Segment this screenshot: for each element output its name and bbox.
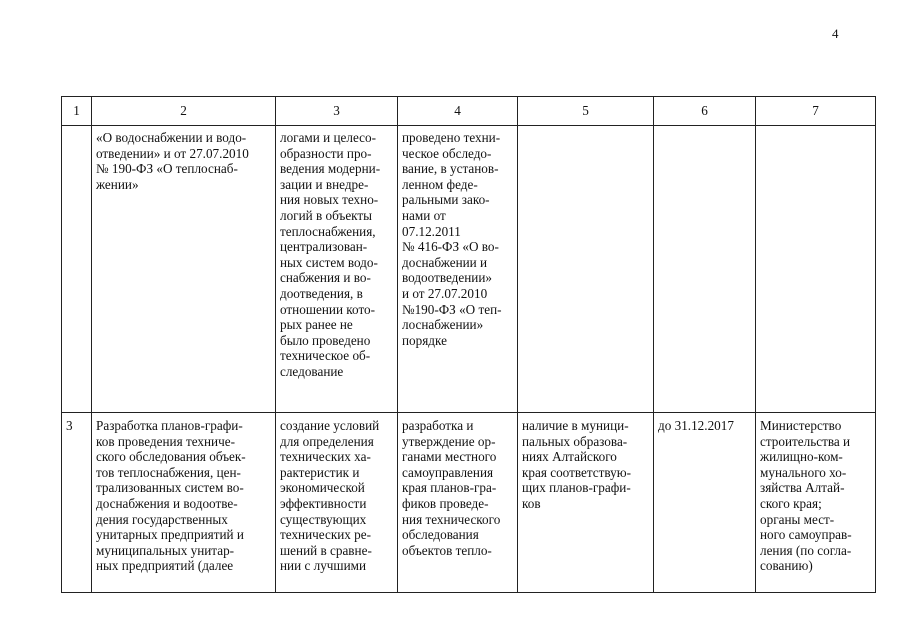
- table-cell: Разработка планов-графи- ков проведения техниче- ского обследования объек- тов теплоснабжения, цен- трализованных систем во- доснабжения и водоотве- дения государственных унитарных предприятий и муниципальных унитар- ных предприятий (далее: [92, 413, 276, 593]
- table-cell: Министерство строительства и жилищно-ком- мунального хо- зяйства Алтай- ского края; органы мест- ного самоуправ- ления (по согла- сованию): [756, 413, 876, 593]
- table-cell: создание условий для определения технических ха- рактеристик и экономической эффективности существующих технических ре- шений в сравне- нии с лучшими: [276, 413, 398, 593]
- table-cell: [518, 126, 654, 413]
- table-cell: [756, 126, 876, 413]
- column-header: 4: [398, 97, 518, 126]
- table-cell: «О водоснабжении и водо- отведении» и от 27.07.2010 № 190-ФЗ «О теплоснаб- жении»: [92, 126, 276, 413]
- table-cell: разработка и утверждение ор- ганами местного самоуправления края планов-гра- фиков проведе- ния технического обследования объектов тепло-: [398, 413, 518, 593]
- row-number: [62, 126, 92, 413]
- table-row: [62, 126, 876, 413]
- row-number: 3: [62, 413, 92, 593]
- column-header: 2: [92, 97, 276, 126]
- column-header: 3: [276, 97, 398, 126]
- table-cell: до 31.12.2017: [654, 413, 756, 593]
- table-cell: наличие в муници- пальных образова- ниях Алтайского края соответствую- щих планов-графи- ков: [518, 413, 654, 593]
- measures-table: [61, 96, 876, 593]
- column-header: 6: [654, 97, 756, 126]
- page-number: 4: [832, 26, 839, 41]
- table-cell: проведено техни- ческое обследо- вание, в установ- ленном феде- ральными зако- нами от 07.12.2011 № 416-ФЗ «О во- доснабжении и водоотведении» и от 27.07.2010 №190-ФЗ «О теп- лоснабжении» порядке: [398, 126, 518, 413]
- column-header: 5: [518, 97, 654, 126]
- table-cell: [654, 126, 756, 413]
- column-header: 1: [62, 97, 92, 126]
- table-row: [62, 413, 876, 593]
- table-cell: логами и целесо- образности про- ведения модерни- зации и внедре- ния новых техно- логий в объекты теплоснабжения, централизован- ных систем водо- снабжения и во- доотведения, в отношении кото- рых ранее не было проведено техническое об- следование: [276, 126, 398, 413]
- header-row: [62, 97, 876, 126]
- column-header: 7: [756, 97, 876, 126]
